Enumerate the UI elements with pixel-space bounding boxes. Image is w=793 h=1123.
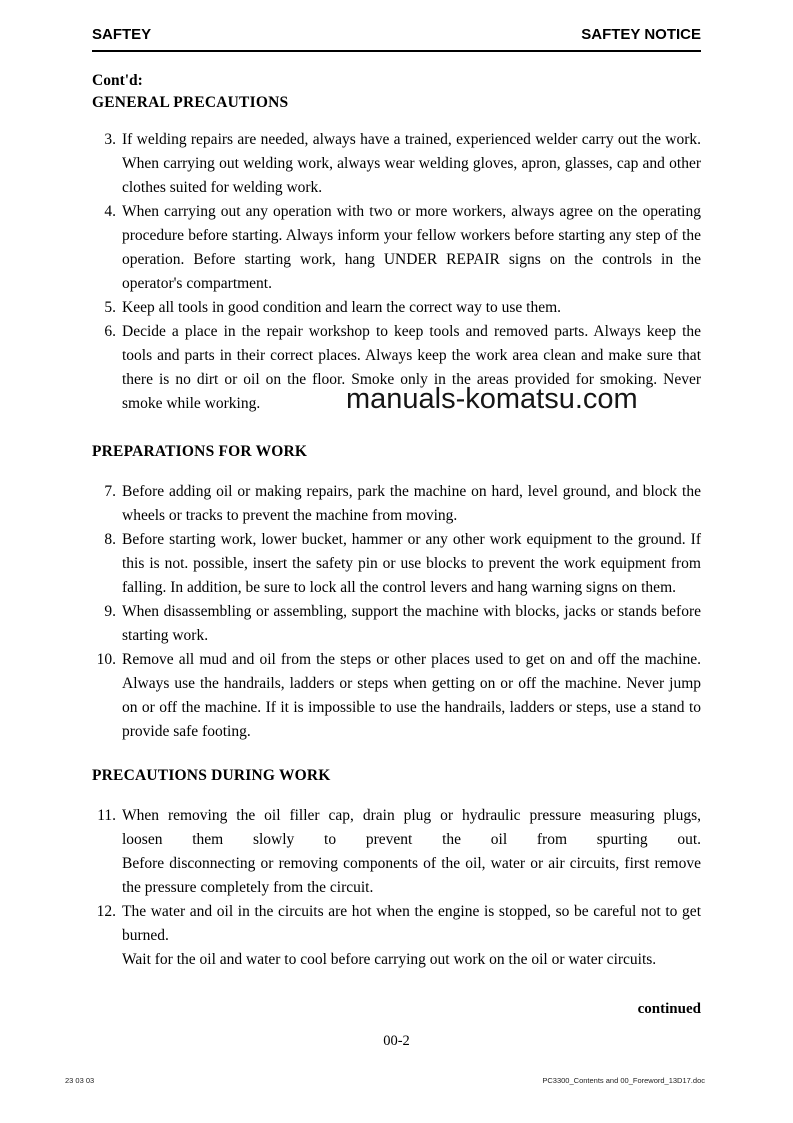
page-number: 00-2 xyxy=(383,1033,410,1049)
page-content xyxy=(92,0,701,1052)
list-item-4 xyxy=(92,200,701,296)
item-text: When carrying out any operation with two or more workers, always agree on the operating procedure before starting. Always inform your fellow workers before starting any step of the operation. Before starting work, hang UNDER REPAIR signs on the controls in the operator's compartment. xyxy=(122,203,701,292)
item-text: Before starting work, lower bucket, hammer or any other work equipment to the ground. If this is not. possible, insert the safety pin or use blocks to prevent the work equipment from falling. In addition, be sure to lock all the control levers and hang warning signs on them. xyxy=(122,531,701,596)
item-text: Wait for the oil and water to cool before carrying out work on the oil or water circuits. xyxy=(122,951,657,968)
list-item-9 xyxy=(92,600,701,648)
list-item-10 xyxy=(92,648,701,744)
item-number: 11. xyxy=(97,807,116,824)
list-precautions-during-work xyxy=(92,804,701,972)
list-item-11 xyxy=(92,804,701,900)
list-item-5 xyxy=(92,296,701,320)
item-text-line: When removing the oil filler cap, drain plug or hydraulic pressure measuring plugs, xyxy=(122,807,701,824)
list-item-12 xyxy=(92,900,701,972)
list-item-7 xyxy=(92,480,701,528)
item-number: 5. xyxy=(104,299,116,316)
item-text: The water and oil in the circuits are hot when the engine is stopped, so be careful not to get burned. xyxy=(122,903,701,944)
page-header xyxy=(92,0,701,52)
item-number: 4. xyxy=(104,203,116,220)
footer-date-note: 23 03 03 xyxy=(65,1076,95,1085)
item-text: Keep all tools in good condition and learn the correct way to use them. xyxy=(122,299,562,316)
item-text: Before disconnecting or removing components of the oil, water or air circuits, first remove the pressure completely from the circuit. xyxy=(122,855,701,896)
item-text: If welding repairs are needed, always have a trained, experienced welder carry out the work. When carrying out welding work, always wear welding gloves, apron, glasses, cap and other clothes suited for welding work. xyxy=(122,131,701,196)
item-text: Decide a place in the repair workshop to keep tools and removed parts. Always keep the tools and parts in their correct places. Always keep the work area clean and make sure that there is no dirt or oil on the floor. Smoke only in the areas provided for smoking. Never smoke while working. xyxy=(122,323,701,412)
list-general-precautions xyxy=(92,128,701,416)
section-heading-precautions-during-work: PRECAUTIONS DURING WORK xyxy=(92,767,331,784)
item-number: 8. xyxy=(104,531,116,548)
item-number: 7. xyxy=(104,483,116,500)
item-number: 12. xyxy=(96,903,116,920)
footer-filename-note: PC3300_Contents and 00_Foreword_13D17.doc xyxy=(542,1076,705,1085)
list-item-3 xyxy=(92,128,701,200)
item-text: When disassembling or assembling, support the machine with blocks, jacks or stands before starting work. xyxy=(122,603,701,644)
header-left-title: SAFTEY xyxy=(92,26,152,43)
item-number: 6. xyxy=(104,323,116,340)
item-number: 10. xyxy=(96,651,116,668)
header-right-title: SAFTEY NOTICE xyxy=(581,26,701,43)
item-number: 3. xyxy=(104,131,116,148)
watermark-text: manuals-komatsu.com xyxy=(346,383,638,415)
list-item-8 xyxy=(92,528,701,600)
section-heading-preparations-for-work: PREPARATIONS FOR WORK xyxy=(92,443,308,460)
contd-label: Cont'd: xyxy=(92,72,143,89)
continued-label: continued xyxy=(637,1001,701,1017)
section-heading-general-precautions: GENERAL PRECAUTIONS xyxy=(92,94,289,111)
item-number: 9. xyxy=(104,603,116,620)
list-preparations-for-work xyxy=(92,480,701,744)
item-text-line: loosen them slowly to prevent the oil from spurting out. xyxy=(122,831,701,848)
item-text: Remove all mud and oil from the steps or other places used to get on and off the machine. Always use the handrails, ladders or steps when getting on or off the machine. Never jump on or off the machine. If it is impossible to use the handrails, ladders or steps, use a stand to provide safe footing. xyxy=(122,651,701,740)
item-text: Before adding oil or making repairs, park the machine on hard, level ground, and block the wheels or tracks to prevent the machine from moving. xyxy=(122,483,701,524)
